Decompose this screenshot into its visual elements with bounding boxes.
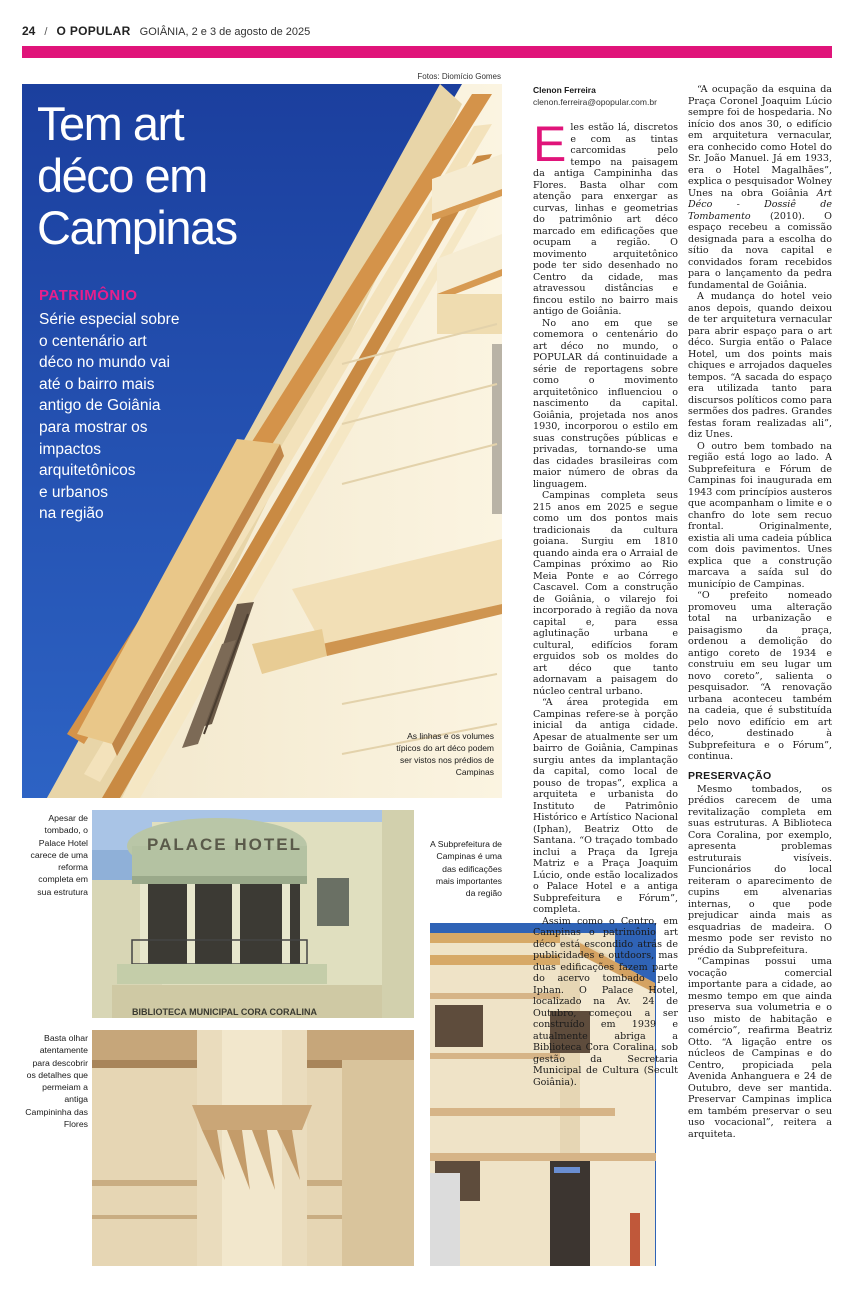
article-paragraph: Assim como o Centro, em Campinas o patrimônio art déco está escondido atrás de publicidades e outdoors, mas duas edificações fazem parte do acervo tombado pelo Iphan. O Palace Hotel, localizado na Av. 24 de Outubro, começou a ser construído em 1939 e atualmente abriga a Biblioteca Cora Coralina, sob gestão da Secretaria Municipal de Cultura (Secult Goiânia). (533, 915, 678, 1088)
hero-caption: As linhas e os volumes típicos do art déco podem ser vistos nos prédios de Campinas (396, 731, 494, 777)
headline: Tem art déco em Campinas (37, 97, 237, 254)
article-paragraph: No ano em que se comemora o centenário do art déco no mundo, o POPULAR dá continuidade a série de reportagens sobre como o movimento arquitetônico influenciou o nascimento da capital. Goiânia, projetada nos anos 1930, incorporou o estilo em suas construções públicas e privadas, tornando-se uma das cidades brasileiras com maior número de obras da linguagem. (533, 317, 678, 490)
author-email: clenon.ferreira@opopular.com.br (533, 97, 657, 107)
article-paragraph-text: les estão lá, discretos e com as tintas carcomidas pelo tempo na paisagem da antiga Campininha das Flores. Basta olhar com atenção para enxergar as curvas, linhas e geometrias do patrimônio art déco marcado em edificações que ocupam a região. O movimento arquitetônico pode ter sido desenhado no Centro da cidade, mas atravessou distâncias e fincou estilo no bairro mais antigo de Goiânia. (533, 122, 678, 317)
article-paragraph-text: “A ocupação da esquina da Praça Coronel Joaquim Lúcio sempre foi de hospedaria. No início dos anos 30, o edifício em arquitetura vernacular, era conhecido como Hotel do Sr. João Manuel. Já em 1933, era o Hotel Magalhães”, explica o pesquisador Wolney Unes na obra Goiânia (688, 84, 832, 199)
hotel-sign-bottom: BIBLIOTECA MUNICIPAL CORA CORALINA (132, 1007, 317, 1017)
article-paragraph: O outro bem tombado na região está logo ao lado. A Subprefeitura e Fórum de Campinas foi inaugurada em 1943 com princípios austeros que acompanham o limite e o chanfro do lote sem recuo frontal. Originalmente, existia ali uma cadeia pública com dois pavimentos. Unes explica que a construção marcava a saída sul do município de Campinas. (688, 440, 832, 590)
article-paragraph: A mudança do hotel veio anos depois, quando deixou de ter arquitetura vernacular para abrir espaço para o art déco. Surgia então o Palace Hotel, um dos points mais chiques e arrojados daqueles tempos. “A sacada do espaço era utilizada tanto para discursos políticos como para sermões dos padres. Grandes festas foram realizadas ali”, diz Unes. (688, 291, 832, 440)
section-color-bar (22, 46, 832, 58)
hero-photo (22, 84, 502, 798)
header-separator: / (44, 26, 48, 38)
article-column-2 (688, 84, 832, 1264)
photo-credit: Fotos: Diomício Gomes (417, 72, 501, 81)
article-paragraph: “O prefeito nomeado promoveu uma alteração total na urbanização e paisagismo da praça, ordenou a demolição do antigo coreto de 1934 e construiu em seu lugar um novo coreto”, salienta o pesquisador. “A renovação urbana aconteceu também na cadeia, que é substituída pelo novo edifício em art déco, destinado à Subprefeitura e o Fórum”, continua. (688, 590, 832, 762)
article-paragraph-text: (2010). O espaço recebeu a comissão designada para a escolha do sítio da nova capital e convidados foram recebidos para o lançamento da pedra fundamental de Goiânia. (688, 210, 832, 291)
article-paragraph (688, 84, 832, 291)
section-kicker: PATRIMÔNIO (39, 287, 138, 304)
hotel-photo-caption: Apesar de tombado, o Palace Hotel carece de uma reforma completa em sua estrutura (30, 813, 88, 897)
author-name: Clenon Ferreira (533, 85, 596, 95)
page-number: 24 (22, 24, 36, 38)
palace-hotel-illustration (92, 810, 414, 1018)
book-title: Art Déco - Dossiê de Tombamento (688, 187, 832, 222)
facade-detail-photo (92, 1030, 414, 1266)
byline (533, 84, 678, 108)
palace-hotel-photo (92, 810, 414, 1018)
newspaper-brand: O POPULAR (56, 24, 131, 38)
article-paragraph (533, 122, 678, 318)
article-paragraph: “Campinas possui uma vocação comercial importante para a cidade, ao mesmo tempo em que ainda preserva sua volumetria e o uso misto de habitação e comércio”, reafirma Beatriz Otto. “A ligação entre os núcleos de Campinas e do Centro, propiciada pela Avenida Anhanguera e 24 de Outubro, deve ser mantida. Preservar Campinas implica em também preservar o seu uso vocacional”, reitera a arquiteta. (688, 956, 832, 1140)
article-paragraph: “A área protegida em Campinas refere-se à porção inicial da antiga cidade. Apesar de atualmente ser um bairro de Goiânia, Campinas surgiu antes da implantação da capital, como local de pouso de tropas”, explica a arquiteta e urbanista do Instituto de Patrimônio Histórico e Artístico Nacional (Iphan), Beatriz Otto de Santana. “O traçado tombado inclui a Praça da Igreja Matriz e a Praça Joaquim Lúcio, onde estão localizados o Palace Hotel e a antiga Subprefeitura e Fórum”, completa. (533, 697, 678, 915)
article-paragraph: Mesmo tombados, os prédios carecem de uma revitalização completa em suas estruturas. A Biblioteca Cora Coralina, por exemplo, apresenta problemas estruturais visíveis. Funcionários do local reiteram o aparecimento de cupins em alvenarias internas, o que pode prejudicar ainda mais as esquadrias de madeira. O mesmo pode ser revisto no prédio da Subprefeitura. (688, 783, 832, 956)
article-column-1 (533, 122, 678, 1260)
detail-photo-caption: Basta olhar atentamente para descobrir os detalhes que permeiam a antiga Campininha das Flores (25, 1033, 88, 1130)
section-subhead: PRESERVAÇÃO (688, 769, 772, 782)
deck-subheadline: Série especial sobre o centenário art déco no mundo vai até o bairro mais antigo de Goiânia para mostrar os impactos arquitetônicos e urbanos na região (39, 311, 180, 523)
prefeitura-photo-caption: A Subprefeitura de Campinas é uma das edificações mais importantes da região (430, 839, 502, 899)
facade-detail-illustration (92, 1030, 414, 1266)
article-paragraph: Campinas completa seus 215 anos em 2025 e segue como um dos pontos mais tradicionais da cultura goiana. Surgiu em 1810 quando ainda era o Arraial de Campinas próximo ao Rio Meia Ponte e ao Córrego Cascavel. Com a construção de Goiânia, o vilarejo foi incorporado à região da nova capital e, para essa aglutinação urbana e cultural, edifícios foram erguidos sob os moldes do art déco que tanto adornavam a paisagem do núcleo central urbano. (533, 490, 678, 697)
edition-date: GOIÂNIA, 2 e 3 de agosto de 2025 (139, 26, 311, 38)
page-header (22, 24, 832, 42)
drop-cap: E (533, 122, 567, 172)
hotel-sign-top: PALACE HOTEL (147, 835, 302, 854)
